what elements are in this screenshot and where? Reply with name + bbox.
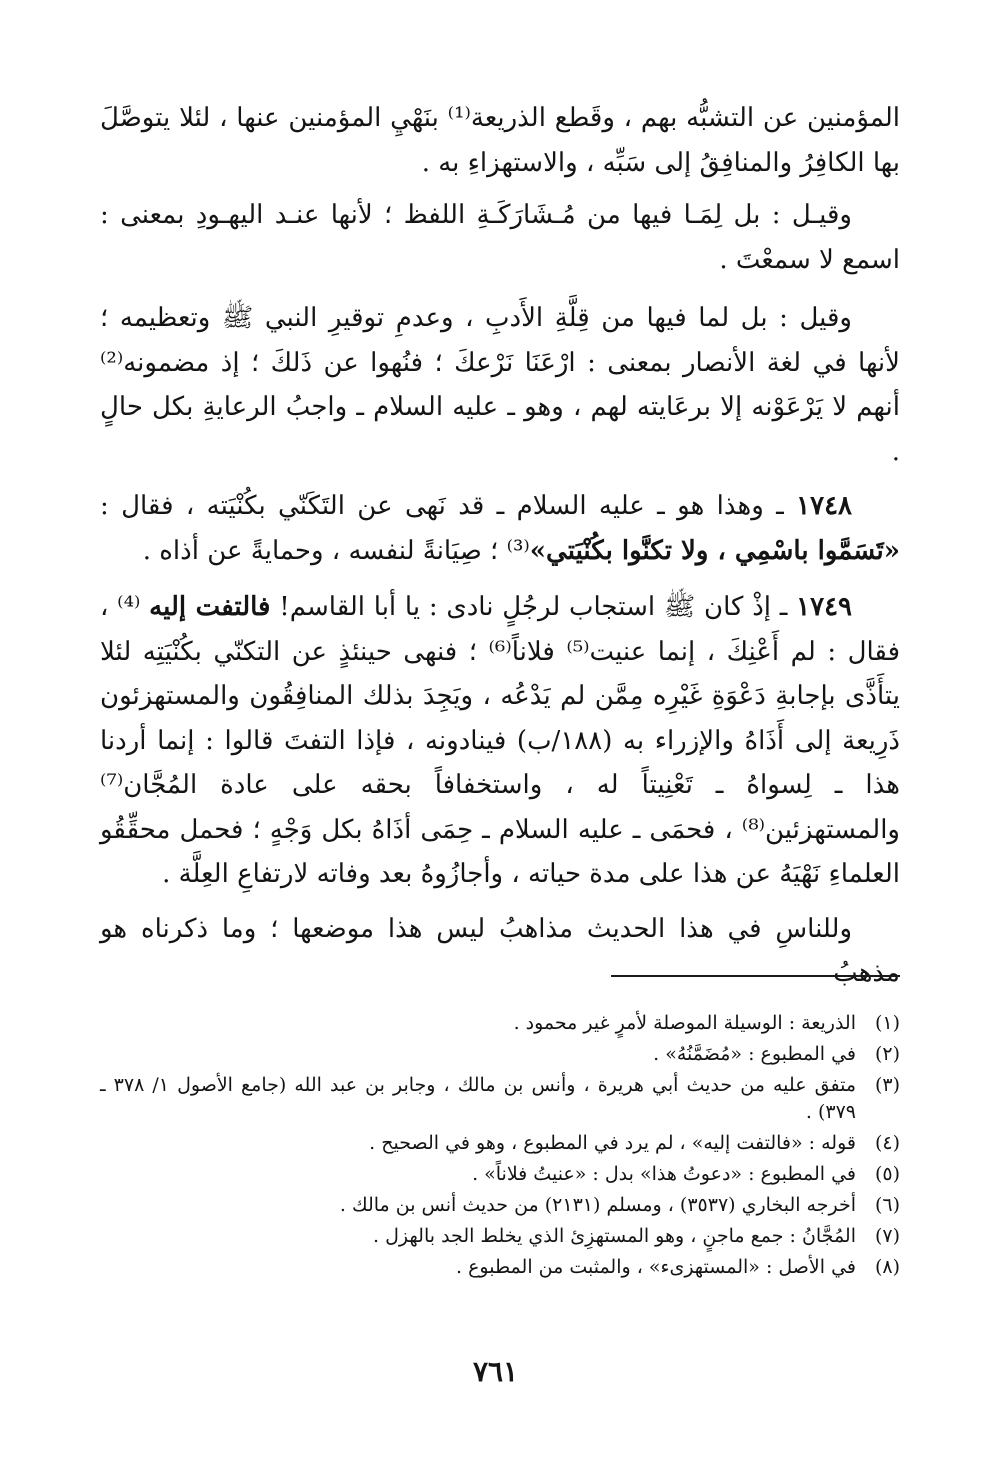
paragraph-1749-text-a: ـ إذْ كان ﷺ استجاب لرجُلٍ نادى : يا أبا القاسم! [270, 592, 797, 622]
footnote-number: (١) [874, 1012, 900, 1034]
footnote-number: (٧) [874, 1225, 900, 1247]
footnote-text: في المطبوع : «دعوتُ هذا» بدل : «عنيتُ فلاناً» . [472, 1163, 856, 1185]
paragraph-1: المؤمنين عن التشبُّه بهم ، وقَطع الذريعة⁽¹⁾ بنَهْيِ المؤمنين عنها ، لئلا يتوصَّلَ بها الكافِرُ والمنافِقُ إلى سَبِّه ، والاستهزاءِ به . [100, 103, 901, 178]
footnote-text: المُجَّانُ : جمع ماجنٍ ، وهو المستهزِئ الذي يخلط الجد بالهزل . [373, 1225, 856, 1247]
bold-phrase: فالتفت إليه [149, 592, 271, 622]
footnote-divider [611, 975, 900, 977]
footnote-text: في المطبوع : «مُضَمَّنُهُ» . [653, 1043, 856, 1065]
entry-number-1748: ١٧٤٨ [796, 491, 852, 521]
footnote-text: متفق عليه من حديث أبي هريرة ، وأنس بن مالك ، وجابر بن عبد الله (جامع الأصول ١/ ٣٧٨ ـ ٣٧٩) . [100, 1074, 856, 1123]
footnote-8 [100, 1254, 900, 1281]
hadith-quote: «تَسَمَّوا باسْمِي ، ولا تكنَّوا بكُنْيَتي» [529, 535, 900, 566]
footnote-2 [100, 1041, 900, 1068]
footnote-text: قوله : «فالتفت إليه» ، لم يرد في المطبوع ، وهو في الصحيح . [369, 1132, 856, 1154]
footnote-text: في الأصل : «المستهزىء» ، والمثبت من المطبوع . [456, 1256, 856, 1278]
footnote-text: أخرجه البخاري (٣٥٣٧) ، ومسلم (٢١٣١) من حديث أنس بن مالك . [339, 1194, 856, 1216]
footnote-3 [100, 1072, 900, 1126]
entry-number-1749: ١٧٤٩ [796, 592, 853, 622]
paragraph-2: وقيـل : بل لِمَـا فيها من مُـشَارَكَـةِ اللفظ ؛ لأنها عنـد اليهـودِ بمعنى : اسمع لا سمعْتَ . [100, 200, 900, 275]
footnote-number: (٣) [874, 1074, 900, 1096]
paragraph-1749 [100, 585, 900, 897]
footnote-number: (٢) [874, 1043, 900, 1065]
footnote-number: (٤) [874, 1132, 900, 1154]
footnote-number: (٨) [874, 1256, 900, 1278]
page-number: ٧٦١ [472, 1355, 519, 1388]
footnote-number: (٦) [874, 1194, 900, 1216]
paragraph-6: وللناسِ في هذا الحديث مذاهبُ ليس هذا موضعها ؛ وما ذكرناه هو مذهبُ [100, 913, 900, 988]
paragraph-1748-text-b: ⁽³⁾ ؛ صِيَانةً لنفسه ، وحمايةً عن أذاه . [142, 535, 530, 566]
paragraph-1749-text-b: ⁽⁴⁾ ، فقال : لم أَعْنِكَ ، إنما عنيت⁽⁵⁾ فلاناً⁽⁶⁾ ؛ فنهى حينئذٍ عن التكنّي بكُنْيَتِه لئلا يتأَذَّى بإجابةِ دَعْوَةِ غَيْرِه مِمَّن لم يَدْعُه ، ويَجِدَ بذلك المنافِقُون والمستهزئون ذَرِيعة إلى أَذَاهُ والإزراء به (١٨٨/ب) فينادونه ، فإذا التفتَ قالوا : إنما أردنا هذا ـ لِسواهُ ـ تَعْنِيتاً له ، واستخفافاً بحقه على عادة المُجَّان⁽⁷⁾ والمستهزئين⁽⁸⁾ ، فحمَى ـ عليه السلام ـ حِمَى أذَاهُ بكل وَجْهٍ ؛ فحمل محقِّقُو العلماءِ نَهْيَهُ عن هذا على مدة حياته ، وأجازُوهُ بعد وفاته لارتفاعِ العِلَّة . [100, 592, 901, 889]
paragraph-3: وقيل : بل لما فيها من قِلَّةِ الأَدبِ ، وعدمِ توقيرِ النبي ﷺ وتعظيمه ؛ لأنها في لغة الأنصار بمعنى : ارْعَنَا نَرْعكَ ؛ فنُهوا عن ذَلكَ ؛ إذ مضمونه⁽²⁾ أنهم لا يَرْعَوْنه إلا برعَايته لهم ، وهو ـ عليه السلام ـ واجبُ الرعايةِ بكل حالٍ . [100, 303, 900, 467]
footnote-text: الذريعة : الوسيلة الموصلة لأمرٍ غير محمود . [513, 1012, 856, 1034]
footnote-1 [100, 1010, 900, 1037]
footnote-6 [100, 1192, 900, 1219]
footnote-5 [100, 1161, 900, 1188]
paragraph-1748-text-a: ـ وهذا هو ـ عليه السلام ـ قد نَهى عن التَكَنّي بكُنْيَته ، فقال : [100, 491, 797, 521]
footnote-7 [100, 1223, 900, 1250]
footnote-number: (٥) [874, 1163, 900, 1185]
paragraph-1748 [100, 484, 900, 573]
main-text [100, 96, 900, 996]
footnote-4 [100, 1130, 900, 1157]
footnotes [100, 1010, 900, 1285]
